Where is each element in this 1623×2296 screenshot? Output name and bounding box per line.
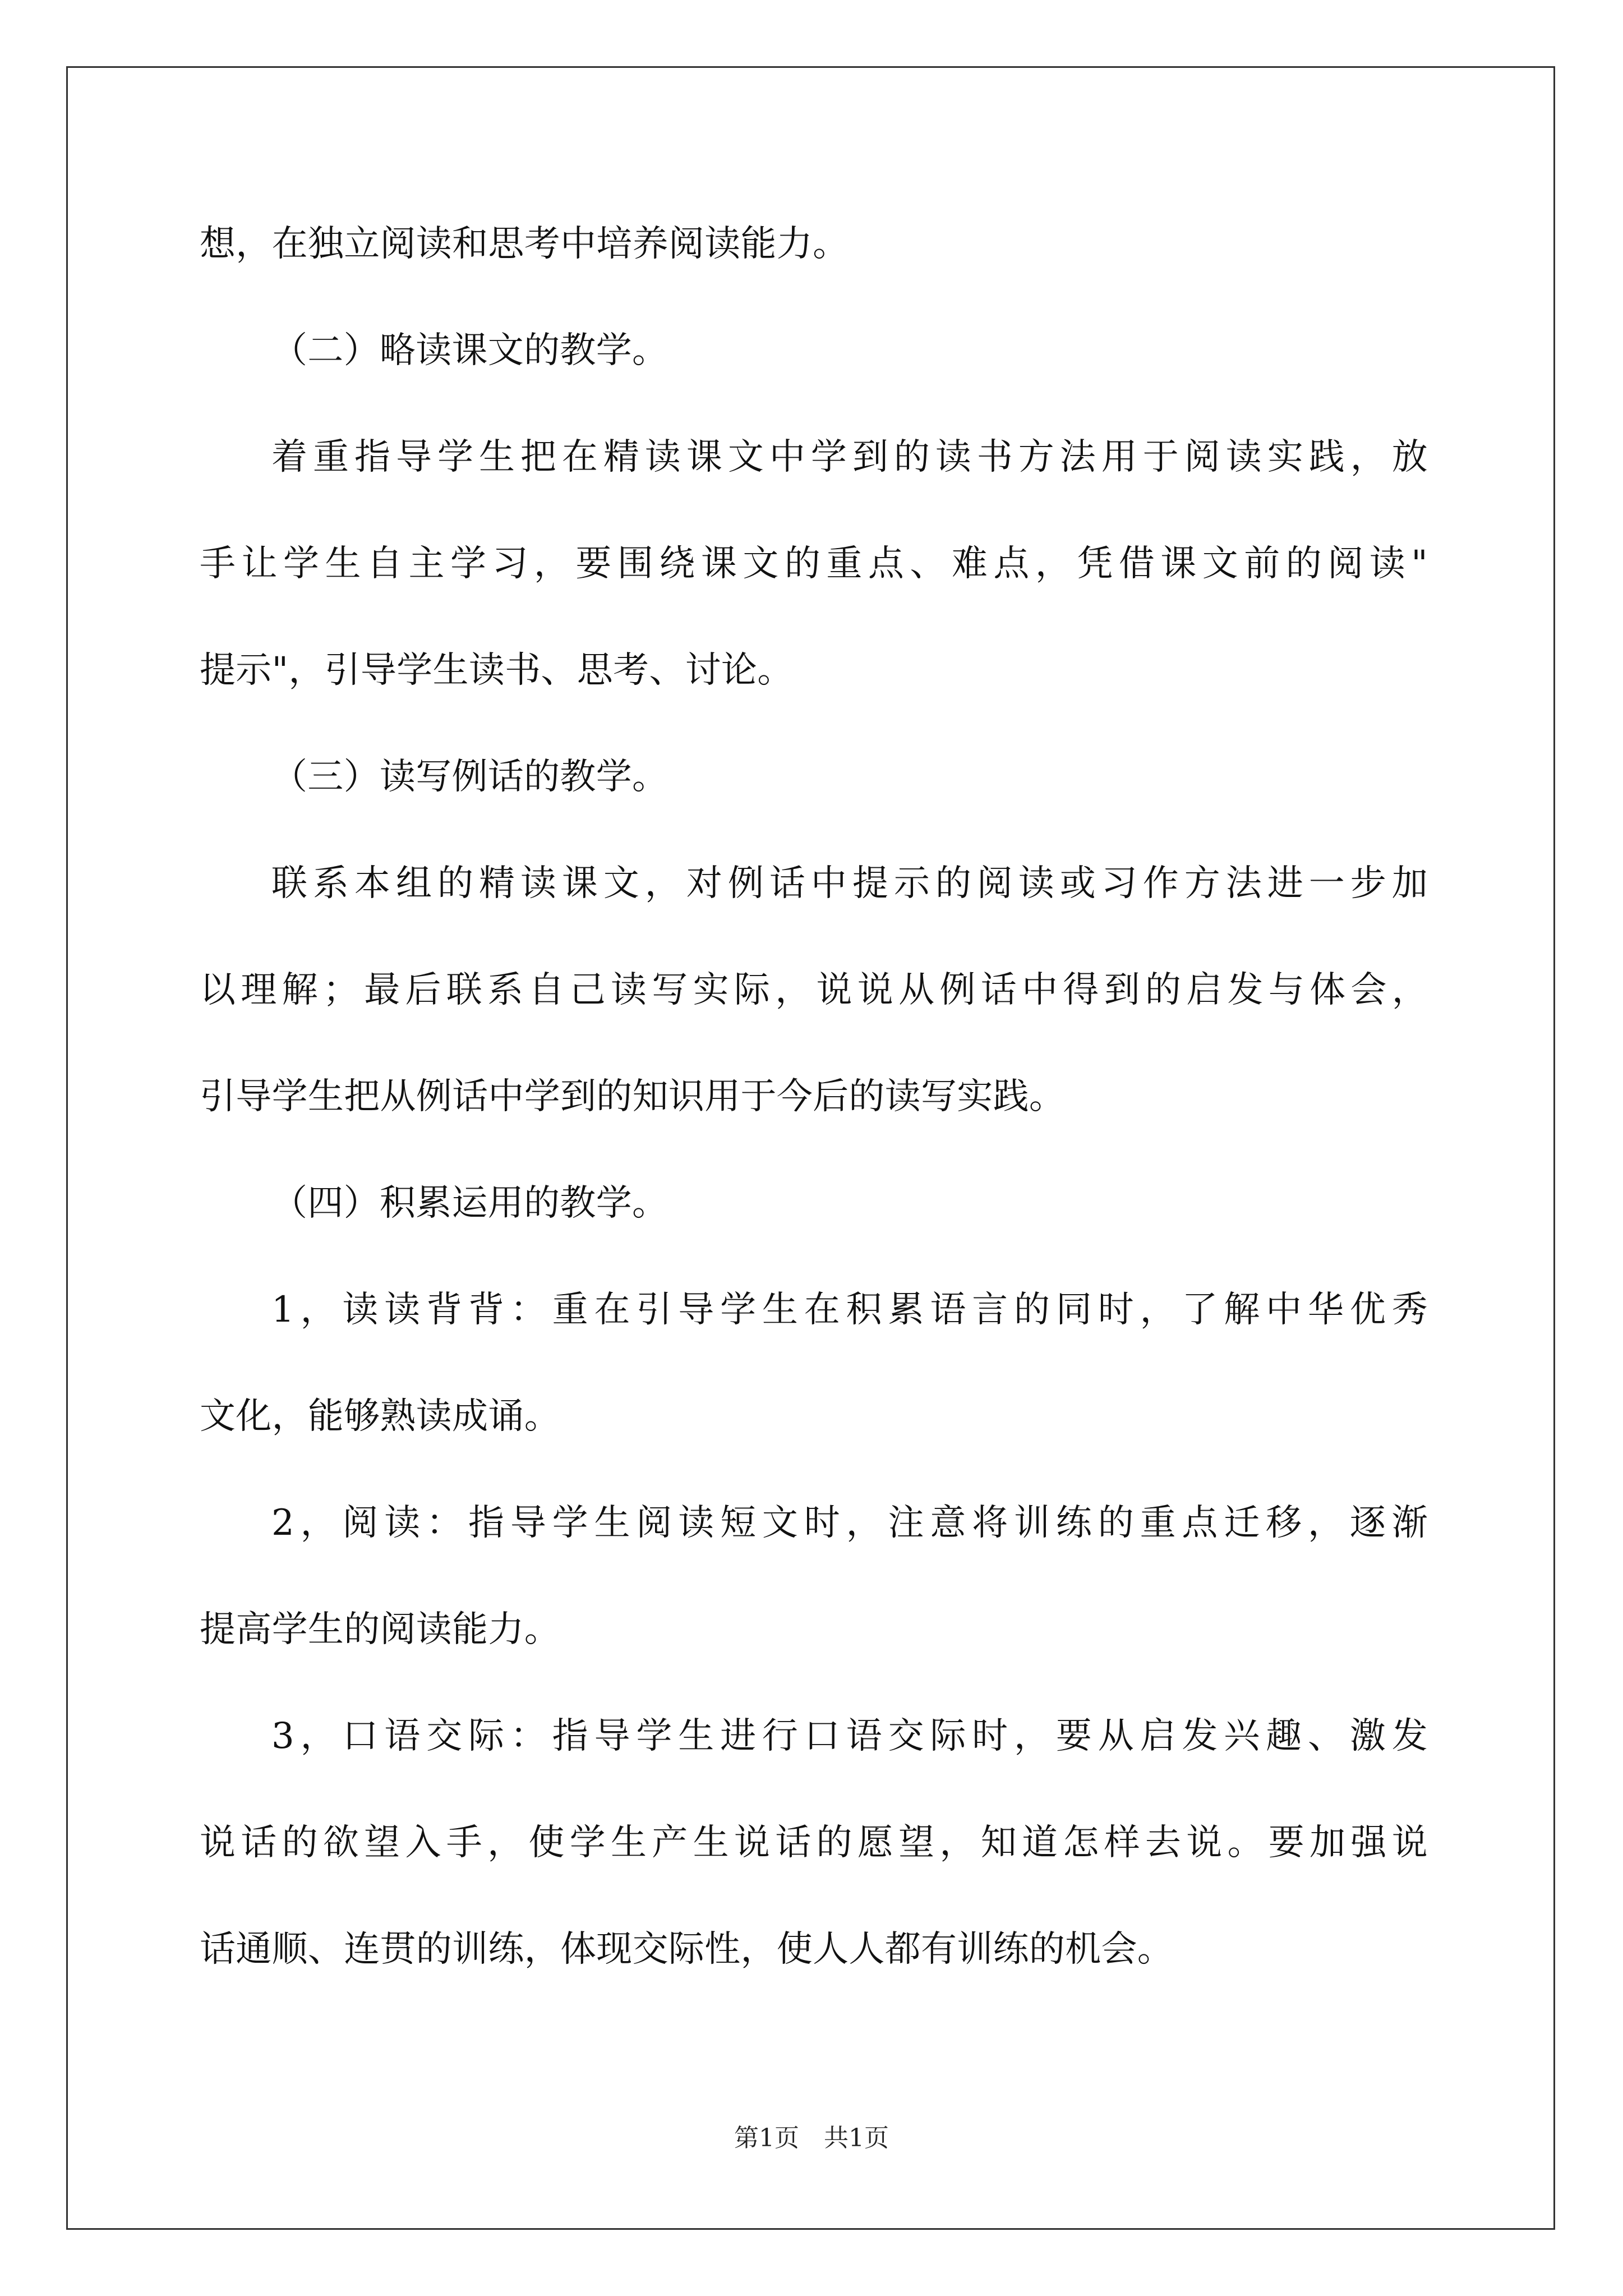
page-border	[66, 66, 1555, 2230]
text-line: 提高学生的阅读能力。	[200, 1609, 560, 1650]
section-heading: （四）积累运用的教学。	[271, 1182, 668, 1224]
text-line: 文化，能够熟读成诵。	[200, 1396, 560, 1437]
section-heading: （三）读写例话的教学。	[271, 756, 668, 798]
text-line: 引导学生把从例话中学到的知识用于今后的读写实践。	[200, 1076, 1066, 1117]
section-heading: （二）略读课文的教学。	[271, 330, 668, 371]
text-line: 提示"，引导学生读书、思考、讨论。	[200, 650, 794, 691]
text-line: 说话的欲望入手，使学生产生说话的愿望，知道怎样去说。要加强说	[200, 1822, 1428, 1864]
text-line: 想，在独立阅读和思考中培养阅读能力。	[200, 223, 849, 265]
text-line: 着重指导学生把在精读课文中学到的读书方法用于阅读实践，放	[271, 436, 1428, 478]
text-line: 以理解；最后联系自己读写实际，说说从例话中得到的启发与体会，	[200, 969, 1428, 1011]
text-line: 手让学生自主学习，要围绕课文的重点、难点，凭借课文前的阅读"	[200, 543, 1428, 585]
text-line: 3，口语交际：指导学生进行口语交际时，要从启发兴趣、激发	[271, 1715, 1428, 1757]
page-number-footer: 第1页 共1页	[734, 2124, 889, 2152]
text-line: 话通顺、连贯的训练，体现交际性，使人人都有训练的机会。	[200, 1929, 1174, 1970]
text-line: 联系本组的精读课文，对例话中提示的阅读或习作方法进一步加	[271, 863, 1428, 904]
text-line: 2，阅读：指导学生阅读短文时，注意将训练的重点迁移，逐渐	[271, 1502, 1428, 1544]
text-line: 1，读读背背：重在引导学生在积累语言的同时，了解中华优秀	[271, 1289, 1428, 1331]
